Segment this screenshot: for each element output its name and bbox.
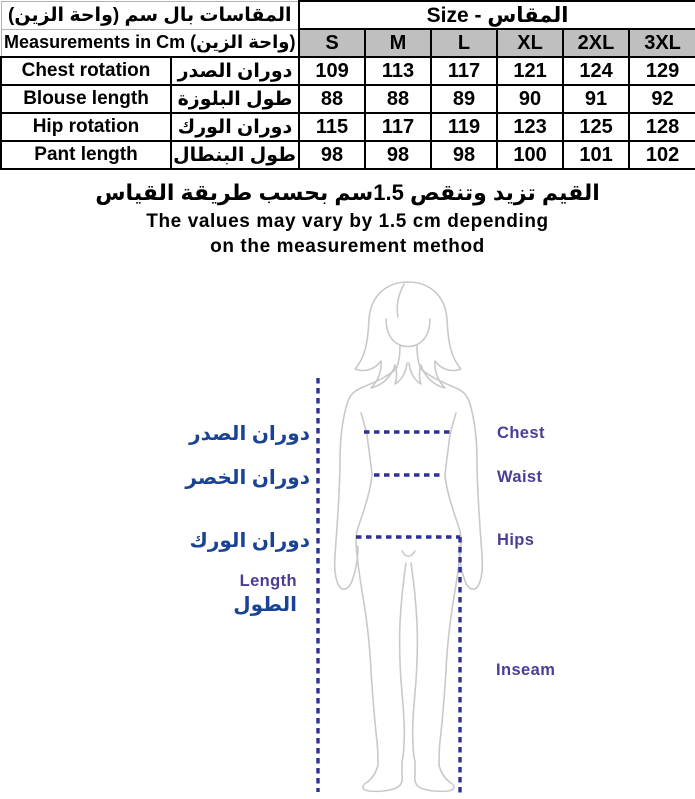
- cell-value: 117: [365, 113, 431, 141]
- inseam-label-english: Inseam: [496, 661, 556, 679]
- cell-value: 129: [629, 57, 695, 85]
- row-label-en: Pant length: [1, 141, 171, 169]
- cell-value: 119: [431, 113, 497, 141]
- cell-value: 98: [299, 141, 365, 169]
- waist-label-arabic: دوران الخصر: [185, 467, 310, 489]
- hair-right: [408, 282, 461, 388]
- cell-value: 89: [431, 85, 497, 113]
- cell-value: 123: [497, 113, 563, 141]
- size-header: Size - المقاس: [299, 1, 695, 29]
- tolerance-note: [0, 180, 695, 259]
- foot-left: [363, 763, 402, 791]
- length-label-english: Length: [239, 572, 297, 590]
- row-label-ar: طول البلوزة: [171, 85, 299, 113]
- leg-outer-right: [439, 543, 461, 765]
- hips-label-english: Hips: [497, 531, 535, 549]
- cell-value: 98: [431, 141, 497, 169]
- body-silhouette-svg: [0, 275, 695, 799]
- table-title-arabic: المقاسات بال سم (واحة الزين): [1, 1, 299, 29]
- size-col-2xl: 2XL: [563, 29, 629, 57]
- cell-value: 100: [497, 141, 563, 169]
- cell-value: 102: [629, 141, 695, 169]
- cell-value: 121: [497, 57, 563, 85]
- row-label-ar: دوران الورك: [171, 113, 299, 141]
- cell-value: 125: [563, 113, 629, 141]
- cell-value: 98: [365, 141, 431, 169]
- row-label-en: Hip rotation: [1, 113, 171, 141]
- chest-label-english: Chest: [497, 424, 545, 442]
- length-label-arabic: الطول: [233, 594, 297, 616]
- cell-value: 101: [563, 141, 629, 169]
- table-row: [1, 141, 695, 169]
- row-label-en: Chest rotation: [1, 57, 171, 85]
- waist-label-english: Waist: [497, 468, 543, 486]
- size-col-m: M: [365, 29, 431, 57]
- cell-value: 109: [299, 57, 365, 85]
- table-row: [1, 29, 695, 57]
- tolerance-note-english-line1: The values may vary by 1.5 cm depending: [146, 211, 549, 232]
- table-row: [1, 113, 695, 141]
- size-col-s: S: [299, 29, 365, 57]
- cell-value: 88: [365, 85, 431, 113]
- leg-inner-left: [400, 563, 406, 762]
- size-col-xl: XL: [497, 29, 563, 57]
- arm-left: [335, 404, 358, 589]
- neck-left: [396, 345, 400, 369]
- chest-label-arabic: دوران الصدر: [189, 423, 310, 445]
- cell-value: 92: [629, 85, 695, 113]
- table-row: [1, 57, 695, 85]
- size-col-3xl: 3XL: [629, 29, 695, 57]
- cell-value: 128: [629, 113, 695, 141]
- row-label-en: Blouse length: [1, 85, 171, 113]
- cell-value: 117: [431, 57, 497, 85]
- cell-value: 115: [299, 113, 365, 141]
- hips-label-arabic: دوران الورك: [189, 530, 310, 552]
- measurement-diagram: [0, 275, 695, 799]
- tolerance-note-english-line2: on the measurement method: [210, 236, 485, 257]
- table-title-english: Measurements in Cm (واحة الزين): [1, 29, 299, 57]
- crotch-line: [402, 551, 415, 556]
- size-col-l: L: [431, 29, 497, 57]
- cell-value: 91: [563, 85, 629, 113]
- foot-right: [415, 763, 454, 791]
- row-label-ar: دوران الصدر: [171, 57, 299, 85]
- arm-right: [459, 404, 482, 589]
- size-table: [0, 0, 695, 170]
- cell-value: 88: [299, 85, 365, 113]
- table-row: [1, 1, 695, 29]
- tolerance-note-arabic: القيم تزيد وتنقص 1.5سم بحسب طريقة القياس: [95, 180, 600, 205]
- leg-inner-right: [411, 563, 417, 762]
- leg-outer-left: [356, 543, 378, 765]
- cell-value: 113: [365, 57, 431, 85]
- cell-value: 90: [497, 85, 563, 113]
- hair-left: [355, 282, 408, 388]
- cell-value: 124: [563, 57, 629, 85]
- row-label-ar: طول البنطال: [171, 141, 299, 169]
- face-outline: [386, 319, 430, 347]
- hair-part: [397, 284, 404, 317]
- table-row: [1, 85, 695, 113]
- shoulder-right: [421, 369, 470, 404]
